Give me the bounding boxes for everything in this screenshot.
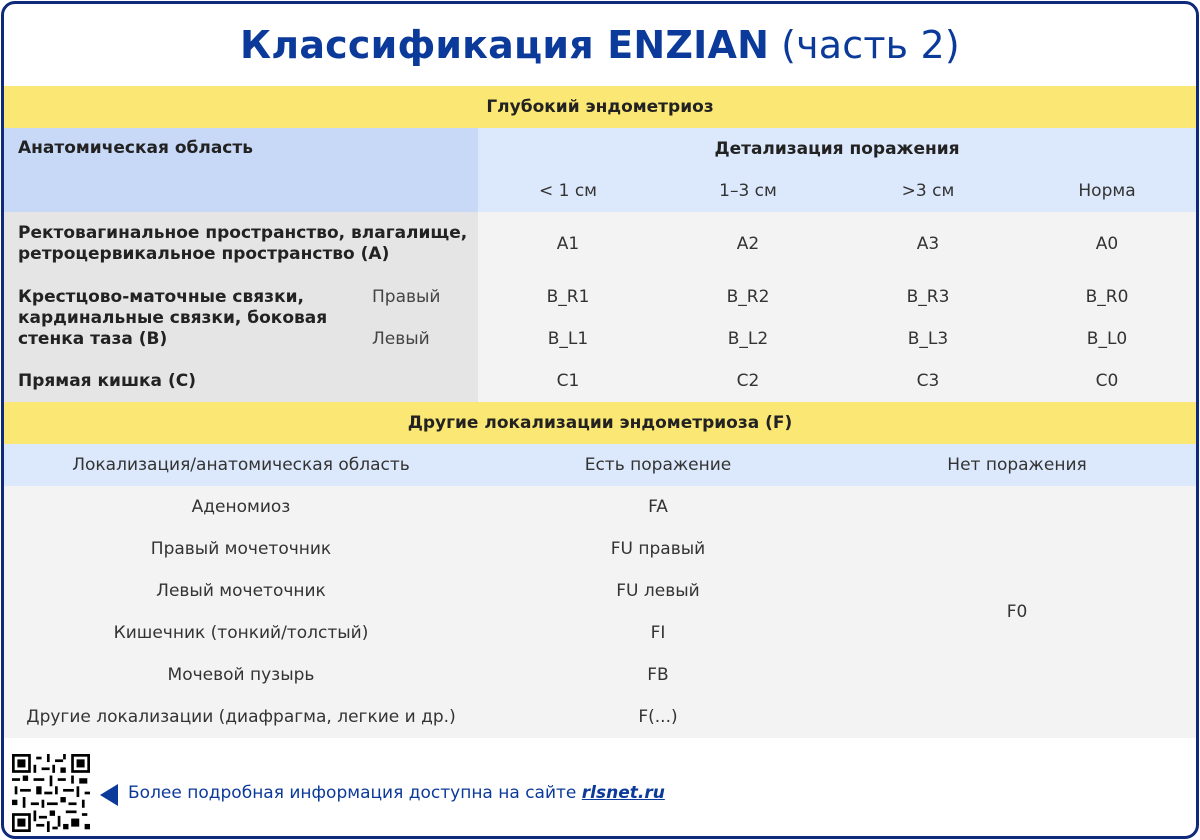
cell-c: C0 [1018,360,1196,402]
cell-b-right: B_R2 [658,276,838,318]
area-header: Анатомическая область [4,128,478,212]
localization-code: FU правый [478,528,838,570]
localization-code: FI [478,612,838,654]
cell-a: A2 [658,212,838,276]
footer [4,742,1196,836]
cell-a: A1 [478,212,658,276]
row-b-label-line: стенка таза (B) [18,328,168,349]
localization-code: F(...) [478,696,838,738]
footer-text: Более подробная информация доступна на сайте [128,783,577,803]
localization-code: FB [478,654,838,696]
cell-c: C3 [838,360,1018,402]
no-lesion-code: F0 [838,486,1196,738]
footer-note [128,783,665,803]
page-title [4,4,1196,86]
deep-table [4,128,1196,402]
cell-b-left: B_L3 [838,318,1018,360]
card [1,1,1199,839]
row-a-label-line: Ректовагинальное пространство, влагалище, [18,223,468,243]
deep-endometriosis-band: Глубокий эндометриоз [4,86,1196,128]
row-b-label-line: кардинальные связки, боковая [18,307,328,328]
localization-code: FA [478,486,838,528]
detail-header: Детализация поражения [478,128,1196,170]
localization-area: Другие локализации (диафрагма, легкие и др.) [4,696,478,738]
localization-code: FU левый [478,570,838,612]
col-header-area: Локализация/анатомическая область [4,444,478,486]
cell-b-right: B_R1 [478,276,658,318]
cell-b-right: B_R3 [838,276,1018,318]
cell-b-right: B_R0 [1018,276,1196,318]
localization-area: Левый мочеточник [4,570,478,612]
size-header: Норма [1018,170,1196,212]
localization-area: Мочевой пузырь [4,654,478,696]
other-table [4,444,1196,738]
side-right: Правый [364,276,478,318]
row-c-label: Прямая кишка (C) [4,360,478,402]
size-header: 1–3 см [658,170,838,212]
col-header-present: Есть поражение [478,444,838,486]
arrow-left-icon [100,784,118,806]
localization-area: Аденомиоз [4,486,478,528]
rlsnet-link[interactable]: rlsnet.ru [581,783,665,803]
cell-b-left: B_L0 [1018,318,1196,360]
col-header-absent: Нет поражения [838,444,1196,486]
localization-area: Правый мочеточник [4,528,478,570]
side-left: Левый [364,318,478,360]
cell-a: A0 [1018,212,1196,276]
other-localizations-band: Другие локализации эндометриоза (F) [4,402,1196,444]
row-b-label-line: Крестцово-маточные связки, [18,286,304,307]
row-a-label-line: ретроцервикальное пространство (A) [18,244,390,264]
cell-b-left: B_L1 [478,318,658,360]
title-main: Классификация ENZIAN [240,23,770,67]
qr-code-icon[interactable] [12,754,90,832]
cell-b-left: B_L2 [658,318,838,360]
cell-a: A3 [838,212,1018,276]
size-header: < 1 см [478,170,658,212]
row-a-label [4,212,478,276]
row-b-label [4,276,364,360]
title-sub: (часть 2) [781,23,960,67]
cell-c: C2 [658,360,838,402]
localization-area: Кишечник (тонкий/толстый) [4,612,478,654]
cell-c: C1 [478,360,658,402]
size-header: >3 см [838,170,1018,212]
